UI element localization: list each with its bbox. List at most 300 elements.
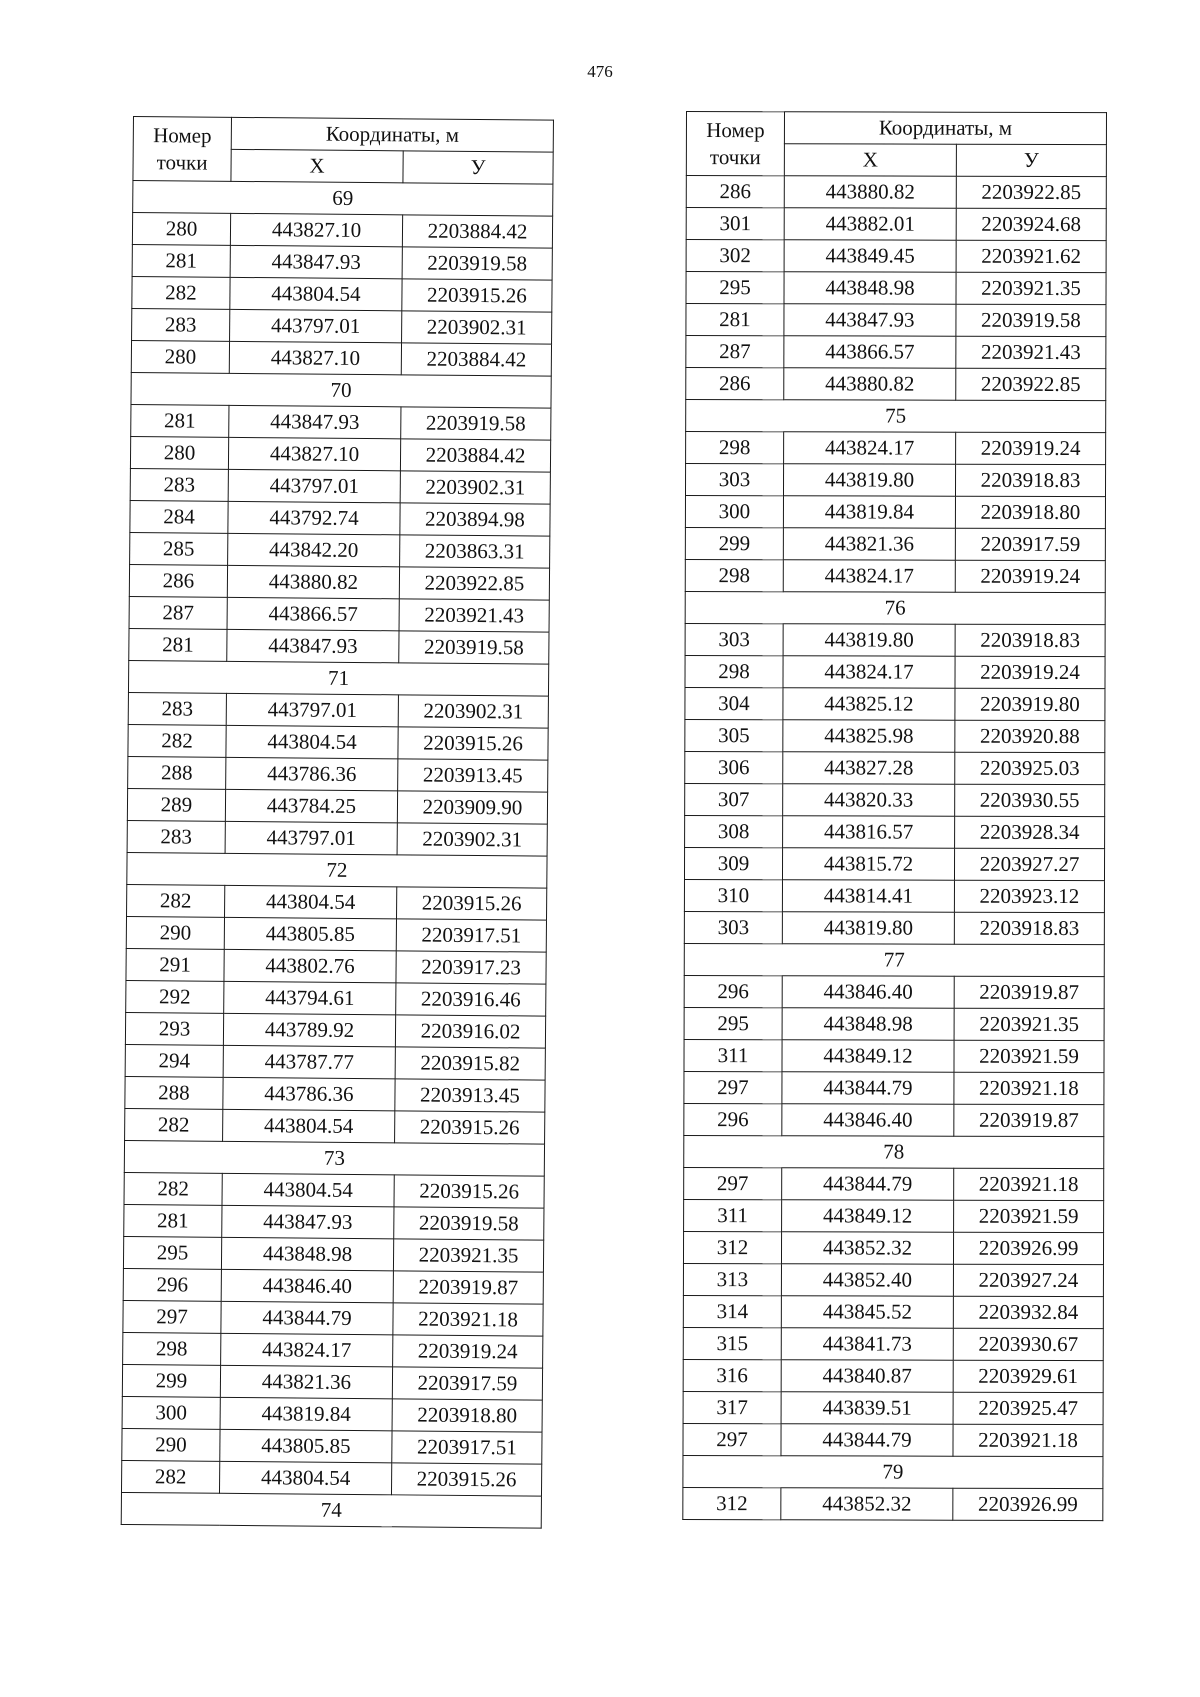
table-row xyxy=(123,1236,543,1272)
point-number-cell: 282 xyxy=(121,1460,219,1493)
y-coordinate-cell: 2203915.82 xyxy=(395,1047,545,1080)
x-coordinate-cell: 443805.85 xyxy=(224,917,396,950)
point-number-cell: 312 xyxy=(683,1487,781,1519)
x-coordinate-cell: 443802.76 xyxy=(224,949,396,982)
y-coordinate-cell: 2203917.51 xyxy=(396,919,546,952)
point-number-cell: 297 xyxy=(123,1300,221,1333)
table-row xyxy=(684,1039,1104,1072)
table-row xyxy=(131,404,551,440)
table-row xyxy=(685,527,1105,560)
table-row xyxy=(686,176,1106,209)
y-coordinate-cell: 2203919.87 xyxy=(954,1104,1104,1136)
x-coordinate-cell: 443797.01 xyxy=(230,309,402,342)
table-row xyxy=(684,1167,1104,1200)
table-row xyxy=(686,336,1106,369)
point-number-cell: 280 xyxy=(130,436,228,469)
table-row xyxy=(128,756,548,792)
x-coordinate-cell: 443792.74 xyxy=(228,501,400,534)
group-number: 72 xyxy=(127,852,547,888)
group-number: 69 xyxy=(133,181,553,217)
y-coordinate-cell: 2203884.42 xyxy=(400,439,550,472)
y-coordinate-cell: 2203919.58 xyxy=(401,407,551,440)
point-number-cell: 286 xyxy=(686,176,784,208)
table-row xyxy=(685,719,1105,752)
point-number-cell: 286 xyxy=(129,564,227,597)
table-row xyxy=(684,847,1104,880)
group-row xyxy=(124,1140,544,1176)
point-number-cell: 289 xyxy=(127,788,225,821)
group-number: 79 xyxy=(683,1455,1103,1488)
table-row xyxy=(124,1172,544,1208)
x-coordinate-cell: 443847.93 xyxy=(230,245,402,278)
y-coordinate-cell: 2203921.18 xyxy=(953,1424,1103,1456)
x-coordinate-cell: 443880.82 xyxy=(227,565,399,598)
y-coordinate-cell: 2203930.67 xyxy=(953,1328,1103,1360)
y-coordinate-cell: 2203921.18 xyxy=(954,1072,1104,1104)
table-row xyxy=(684,879,1104,912)
table-row xyxy=(128,692,548,728)
point-number-cell: 301 xyxy=(686,208,784,240)
table-row xyxy=(126,980,546,1016)
x-coordinate-cell: 443846.40 xyxy=(221,1269,393,1302)
y-coordinate-cell: 2203915.26 xyxy=(397,887,547,920)
table-row xyxy=(129,596,549,632)
x-coordinate-cell: 443819.80 xyxy=(782,912,954,944)
y-coordinate-cell: 2203919.80 xyxy=(955,688,1105,720)
point-number-cell: 293 xyxy=(125,1012,223,1045)
table-row xyxy=(684,911,1104,944)
y-coordinate-cell: 2203918.83 xyxy=(954,912,1104,944)
point-number-cell: 306 xyxy=(685,751,783,783)
table-row xyxy=(131,340,551,376)
x-coordinate-cell: 443852.32 xyxy=(781,1232,953,1264)
point-number-cell: 294 xyxy=(125,1044,223,1077)
table-row xyxy=(685,751,1105,784)
x-coordinate-cell: 443804.54 xyxy=(222,1173,394,1206)
point-number-cell: 285 xyxy=(130,532,228,565)
header-coordinates: Координаты, м xyxy=(784,112,1106,145)
x-coordinate-cell: 443804.54 xyxy=(225,885,397,918)
group-row xyxy=(121,1492,541,1528)
x-coordinate-cell: 443844.79 xyxy=(782,1072,954,1104)
point-number-cell: 281 xyxy=(132,244,230,277)
table-row xyxy=(127,788,547,824)
point-number-cell: 300 xyxy=(685,496,783,528)
point-number-cell: 282 xyxy=(124,1172,222,1205)
x-coordinate-cell: 443805.85 xyxy=(220,1429,392,1462)
y-coordinate-cell: 2203929.61 xyxy=(953,1360,1103,1392)
y-coordinate-cell: 2203918.83 xyxy=(955,624,1105,656)
y-coordinate-cell: 2203932.84 xyxy=(953,1296,1103,1328)
x-coordinate-cell: 443814.41 xyxy=(782,880,954,912)
header-x: X xyxy=(231,149,403,182)
table-row xyxy=(686,272,1106,305)
x-coordinate-cell: 443847.93 xyxy=(229,405,401,438)
point-number-cell: 281 xyxy=(124,1204,222,1237)
point-number-cell: 310 xyxy=(684,879,782,911)
group-row xyxy=(684,1135,1104,1168)
table-row xyxy=(683,1423,1103,1456)
y-coordinate-cell: 2203926.99 xyxy=(953,1232,1103,1264)
x-coordinate-cell: 443804.54 xyxy=(219,1461,391,1494)
point-number-cell: 303 xyxy=(685,464,783,496)
y-coordinate-cell: 2203918.80 xyxy=(955,496,1105,528)
y-coordinate-cell: 2203921.59 xyxy=(954,1040,1104,1072)
point-number-cell: 302 xyxy=(686,240,784,272)
y-coordinate-cell: 2203902.31 xyxy=(400,471,550,504)
y-coordinate-cell: 2203919.24 xyxy=(956,432,1106,464)
point-number-cell: 282 xyxy=(125,1108,223,1141)
y-coordinate-cell: 2203915.26 xyxy=(391,1463,541,1496)
x-coordinate-cell: 443839.51 xyxy=(781,1392,953,1424)
table-row xyxy=(121,1460,541,1496)
y-coordinate-cell: 2203917.51 xyxy=(392,1431,542,1464)
x-coordinate-cell: 443794.61 xyxy=(224,981,396,1014)
table-row xyxy=(684,975,1104,1008)
table-row xyxy=(686,432,1106,465)
table-row xyxy=(124,1204,544,1240)
table-row xyxy=(132,308,552,344)
x-coordinate-cell: 443819.80 xyxy=(783,624,955,656)
x-coordinate-cell: 443824.17 xyxy=(783,560,955,592)
table-row xyxy=(684,1199,1104,1232)
group-row xyxy=(131,372,551,408)
y-coordinate-cell: 2203927.24 xyxy=(953,1264,1103,1296)
y-coordinate-cell: 2203922.85 xyxy=(399,567,549,600)
table-row xyxy=(122,1396,542,1432)
x-coordinate-cell: 443848.98 xyxy=(221,1237,393,1270)
point-number-cell: 288 xyxy=(128,756,226,789)
x-coordinate-cell: 443821.36 xyxy=(783,528,955,560)
x-coordinate-cell: 443827.10 xyxy=(229,341,401,374)
x-coordinate-cell: 443882.01 xyxy=(784,208,956,240)
table-row xyxy=(685,815,1105,848)
header-y: У xyxy=(403,151,553,184)
x-coordinate-cell: 443840.87 xyxy=(781,1360,953,1392)
group-number: 73 xyxy=(124,1140,544,1176)
point-number-cell: 315 xyxy=(683,1327,781,1359)
point-number-cell: 286 xyxy=(686,368,784,400)
group-number: 74 xyxy=(121,1492,541,1528)
table-row xyxy=(685,464,1105,497)
x-coordinate-cell: 443846.40 xyxy=(782,1104,954,1136)
y-coordinate-cell: 2203921.62 xyxy=(956,240,1106,272)
x-coordinate-cell: 443820.33 xyxy=(783,784,955,816)
y-coordinate-cell: 2203921.59 xyxy=(954,1200,1104,1232)
x-coordinate-cell: 443849.45 xyxy=(784,240,956,272)
y-coordinate-cell: 2203884.42 xyxy=(401,343,551,376)
point-number-cell: 299 xyxy=(122,1364,220,1397)
x-coordinate-cell: 443866.57 xyxy=(784,336,956,368)
y-coordinate-cell: 2203921.43 xyxy=(399,599,549,632)
x-coordinate-cell: 443847.93 xyxy=(227,629,399,662)
x-coordinate-cell: 443819.84 xyxy=(220,1397,392,1430)
point-number-cell: 298 xyxy=(686,432,784,464)
group-row xyxy=(686,400,1106,433)
x-coordinate-cell: 443827.28 xyxy=(783,752,955,784)
table-row xyxy=(683,1487,1103,1520)
x-coordinate-cell: 443797.01 xyxy=(226,693,398,726)
y-coordinate-cell: 2203917.59 xyxy=(955,528,1105,560)
point-number-cell: 295 xyxy=(123,1236,221,1269)
y-coordinate-cell: 2203919.24 xyxy=(955,560,1105,592)
point-number-cell: 297 xyxy=(684,1071,782,1103)
group-row xyxy=(133,181,553,217)
x-coordinate-cell: 443844.79 xyxy=(781,1424,953,1456)
x-coordinate-cell: 443845.52 xyxy=(781,1296,953,1328)
table-row xyxy=(686,368,1106,401)
y-coordinate-cell: 2203919.58 xyxy=(402,247,552,280)
table-row xyxy=(685,687,1105,720)
point-number-cell: 296 xyxy=(123,1268,221,1301)
y-coordinate-cell: 2203909.90 xyxy=(397,791,547,824)
point-number-cell: 298 xyxy=(123,1332,221,1365)
point-number-cell: 317 xyxy=(683,1391,781,1423)
table-row xyxy=(683,1391,1103,1424)
x-coordinate-cell: 443842.20 xyxy=(228,533,400,566)
point-number-cell: 290 xyxy=(122,1428,220,1461)
point-number-cell: 295 xyxy=(684,1007,782,1039)
y-coordinate-cell: 2203919.87 xyxy=(393,1271,543,1304)
page-number: 476 xyxy=(587,62,613,81)
point-number-cell: 304 xyxy=(685,687,783,719)
x-coordinate-cell: 443844.79 xyxy=(782,1168,954,1200)
x-coordinate-cell: 443786.36 xyxy=(223,1077,395,1110)
group-row xyxy=(685,591,1105,624)
x-coordinate-cell: 443852.32 xyxy=(781,1488,953,1520)
point-number-cell: 297 xyxy=(683,1423,781,1455)
y-coordinate-cell: 2203921.35 xyxy=(956,272,1106,304)
point-number-cell: 316 xyxy=(683,1359,781,1391)
point-number-cell: 281 xyxy=(686,304,784,336)
group-row xyxy=(683,1455,1103,1488)
y-coordinate-cell: 2203925.03 xyxy=(955,752,1105,784)
group-row xyxy=(684,943,1104,976)
header-point-number: Номер точки xyxy=(133,117,232,182)
table-row xyxy=(685,496,1105,529)
y-coordinate-cell: 2203902.31 xyxy=(402,311,552,344)
x-coordinate-cell: 443797.01 xyxy=(228,469,400,502)
table-row xyxy=(130,468,550,504)
y-coordinate-cell: 2203917.23 xyxy=(396,951,546,984)
table-row xyxy=(132,276,552,312)
x-coordinate-cell: 443849.12 xyxy=(782,1200,954,1232)
x-coordinate-cell: 443880.82 xyxy=(784,368,956,400)
x-coordinate-cell: 443847.93 xyxy=(784,304,956,336)
y-coordinate-cell: 2203919.58 xyxy=(399,631,549,664)
y-coordinate-cell: 2203915.26 xyxy=(395,1111,545,1144)
point-number-cell: 283 xyxy=(132,308,230,341)
y-coordinate-cell: 2203902.31 xyxy=(397,823,547,856)
point-number-cell: 296 xyxy=(684,975,782,1007)
point-number-cell: 280 xyxy=(131,340,229,373)
y-coordinate-cell: 2203921.43 xyxy=(956,336,1106,368)
table-row xyxy=(684,1007,1104,1040)
group-number: 78 xyxy=(684,1135,1104,1168)
x-coordinate-cell: 443848.98 xyxy=(782,1008,954,1040)
table-row xyxy=(685,655,1105,688)
table-row xyxy=(126,948,546,984)
table-row xyxy=(125,1108,545,1144)
x-coordinate-cell: 443824.17 xyxy=(783,656,955,688)
table-row xyxy=(125,1012,545,1048)
y-coordinate-cell: 2203919.87 xyxy=(954,976,1104,1008)
y-coordinate-cell: 2203884.42 xyxy=(402,215,552,248)
point-number-cell: 311 xyxy=(684,1199,782,1231)
point-number-cell: 282 xyxy=(127,884,225,917)
x-coordinate-cell: 443849.12 xyxy=(782,1040,954,1072)
group-number: 71 xyxy=(128,660,548,696)
x-coordinate-cell: 443827.10 xyxy=(228,437,400,470)
x-coordinate-cell: 443819.80 xyxy=(783,464,955,496)
table-row xyxy=(684,1071,1104,1104)
header-coordinates: Координаты, м xyxy=(231,117,553,152)
y-coordinate-cell: 2203919.58 xyxy=(956,304,1106,336)
x-coordinate-cell: 443819.84 xyxy=(783,496,955,528)
y-coordinate-cell: 2203894.98 xyxy=(400,503,550,536)
table-row xyxy=(685,623,1105,656)
group-row xyxy=(128,660,548,696)
point-number-cell: 287 xyxy=(129,596,227,629)
y-coordinate-cell: 2203918.80 xyxy=(392,1399,542,1432)
point-number-cell: 292 xyxy=(126,980,224,1013)
y-coordinate-cell: 2203921.18 xyxy=(954,1168,1104,1200)
y-coordinate-cell: 2203918.83 xyxy=(955,464,1105,496)
x-coordinate-cell: 443841.73 xyxy=(781,1328,953,1360)
y-coordinate-cell: 2203921.18 xyxy=(393,1303,543,1336)
table-row xyxy=(125,1076,545,1112)
y-coordinate-cell: 2203863.31 xyxy=(400,535,550,568)
x-coordinate-cell: 443825.12 xyxy=(783,688,955,720)
y-coordinate-cell: 2203915.26 xyxy=(394,1175,544,1208)
y-coordinate-cell: 2203925.47 xyxy=(953,1392,1103,1424)
x-coordinate-cell: 443847.93 xyxy=(222,1205,394,1238)
point-number-cell: 295 xyxy=(686,272,784,304)
group-row xyxy=(127,852,547,888)
y-coordinate-cell: 2203927.27 xyxy=(954,848,1104,880)
y-coordinate-cell: 2203913.45 xyxy=(395,1079,545,1112)
x-coordinate-cell: 443804.54 xyxy=(223,1109,395,1142)
x-coordinate-cell: 443866.57 xyxy=(227,597,399,630)
x-coordinate-cell: 443825.98 xyxy=(783,720,955,752)
x-coordinate-cell: 443844.79 xyxy=(221,1301,393,1334)
x-coordinate-cell: 443787.77 xyxy=(223,1045,395,1078)
header-point-number: Номер точки xyxy=(686,112,784,176)
table-row xyxy=(683,1295,1103,1328)
point-number-cell: 298 xyxy=(685,559,783,591)
point-number-cell: 307 xyxy=(685,783,783,815)
y-coordinate-cell: 2203915.26 xyxy=(398,727,548,760)
y-coordinate-cell: 2203916.46 xyxy=(396,983,546,1016)
point-number-cell: 287 xyxy=(686,336,784,368)
y-coordinate-cell: 2203928.34 xyxy=(955,816,1105,848)
y-coordinate-cell: 2203930.55 xyxy=(955,784,1105,816)
table-row xyxy=(686,208,1106,241)
point-number-cell: 281 xyxy=(131,404,229,437)
point-number-cell: 314 xyxy=(683,1295,781,1327)
table-row xyxy=(129,628,549,664)
point-number-cell: 283 xyxy=(127,820,225,853)
y-coordinate-cell: 2203924.68 xyxy=(956,208,1106,240)
table-row xyxy=(122,1428,542,1464)
table-row xyxy=(125,1044,545,1080)
header-x: X xyxy=(784,144,956,176)
table-row xyxy=(683,1263,1103,1296)
table-row xyxy=(685,559,1105,592)
point-number-cell: 312 xyxy=(683,1231,781,1263)
y-coordinate-cell: 2203915.26 xyxy=(402,279,552,312)
y-coordinate-cell: 2203922.85 xyxy=(956,176,1106,208)
x-coordinate-cell: 443784.25 xyxy=(225,789,397,822)
table-row xyxy=(130,532,550,568)
point-number-cell: 311 xyxy=(684,1039,782,1071)
point-number-cell: 298 xyxy=(685,655,783,687)
point-number-cell: 280 xyxy=(132,213,230,246)
y-coordinate-cell: 2203913.45 xyxy=(398,759,548,792)
y-coordinate-cell: 2203919.58 xyxy=(394,1207,544,1240)
point-number-cell: 300 xyxy=(122,1396,220,1429)
point-number-cell: 305 xyxy=(685,719,783,751)
x-coordinate-cell: 443824.17 xyxy=(221,1333,393,1366)
x-coordinate-cell: 443848.98 xyxy=(784,272,956,304)
point-number-cell: 284 xyxy=(130,500,228,533)
y-coordinate-cell: 2203916.02 xyxy=(395,1015,545,1048)
x-coordinate-cell: 443827.10 xyxy=(230,213,402,246)
y-coordinate-cell: 2203922.85 xyxy=(956,368,1106,400)
group-number: 77 xyxy=(684,943,1104,976)
x-coordinate-cell: 443852.40 xyxy=(781,1264,953,1296)
y-coordinate-cell: 2203921.35 xyxy=(954,1008,1104,1040)
table-row xyxy=(127,820,547,856)
table-row xyxy=(123,1268,543,1304)
table-row xyxy=(129,564,549,600)
x-coordinate-cell: 443846.40 xyxy=(782,976,954,1008)
y-coordinate-cell: 2203919.24 xyxy=(955,656,1105,688)
coordinates-table-left xyxy=(121,116,554,1529)
point-number-cell: 291 xyxy=(126,948,224,981)
group-number: 75 xyxy=(686,400,1106,433)
table-row xyxy=(123,1300,543,1336)
point-number-cell: 308 xyxy=(685,815,783,847)
table-row xyxy=(123,1332,543,1368)
table-row xyxy=(122,1364,542,1400)
table-row xyxy=(686,240,1106,273)
y-coordinate-cell: 2203919.24 xyxy=(393,1335,543,1368)
point-number-cell: 313 xyxy=(683,1263,781,1295)
y-coordinate-cell: 2203926.99 xyxy=(953,1488,1103,1520)
table-row xyxy=(683,1359,1103,1392)
y-coordinate-cell: 2203917.59 xyxy=(392,1367,542,1400)
x-coordinate-cell: 443804.54 xyxy=(230,277,402,310)
header-y: У xyxy=(956,144,1106,176)
coordinates-table-right xyxy=(682,111,1107,1521)
point-number-cell: 290 xyxy=(126,916,224,949)
table-row xyxy=(126,916,546,952)
table-row xyxy=(127,884,547,920)
point-number-cell: 296 xyxy=(684,1103,782,1135)
point-number-cell: 282 xyxy=(128,724,226,757)
table-row xyxy=(130,500,550,536)
point-number-cell: 282 xyxy=(132,276,230,309)
point-number-cell: 309 xyxy=(684,847,782,879)
table-row xyxy=(130,436,550,472)
x-coordinate-cell: 443821.36 xyxy=(220,1365,392,1398)
x-coordinate-cell: 443815.72 xyxy=(782,848,954,880)
x-coordinate-cell: 443880.82 xyxy=(784,176,956,208)
x-coordinate-cell: 443804.54 xyxy=(226,725,398,758)
point-number-cell: 283 xyxy=(128,692,226,725)
point-number-cell: 288 xyxy=(125,1076,223,1109)
